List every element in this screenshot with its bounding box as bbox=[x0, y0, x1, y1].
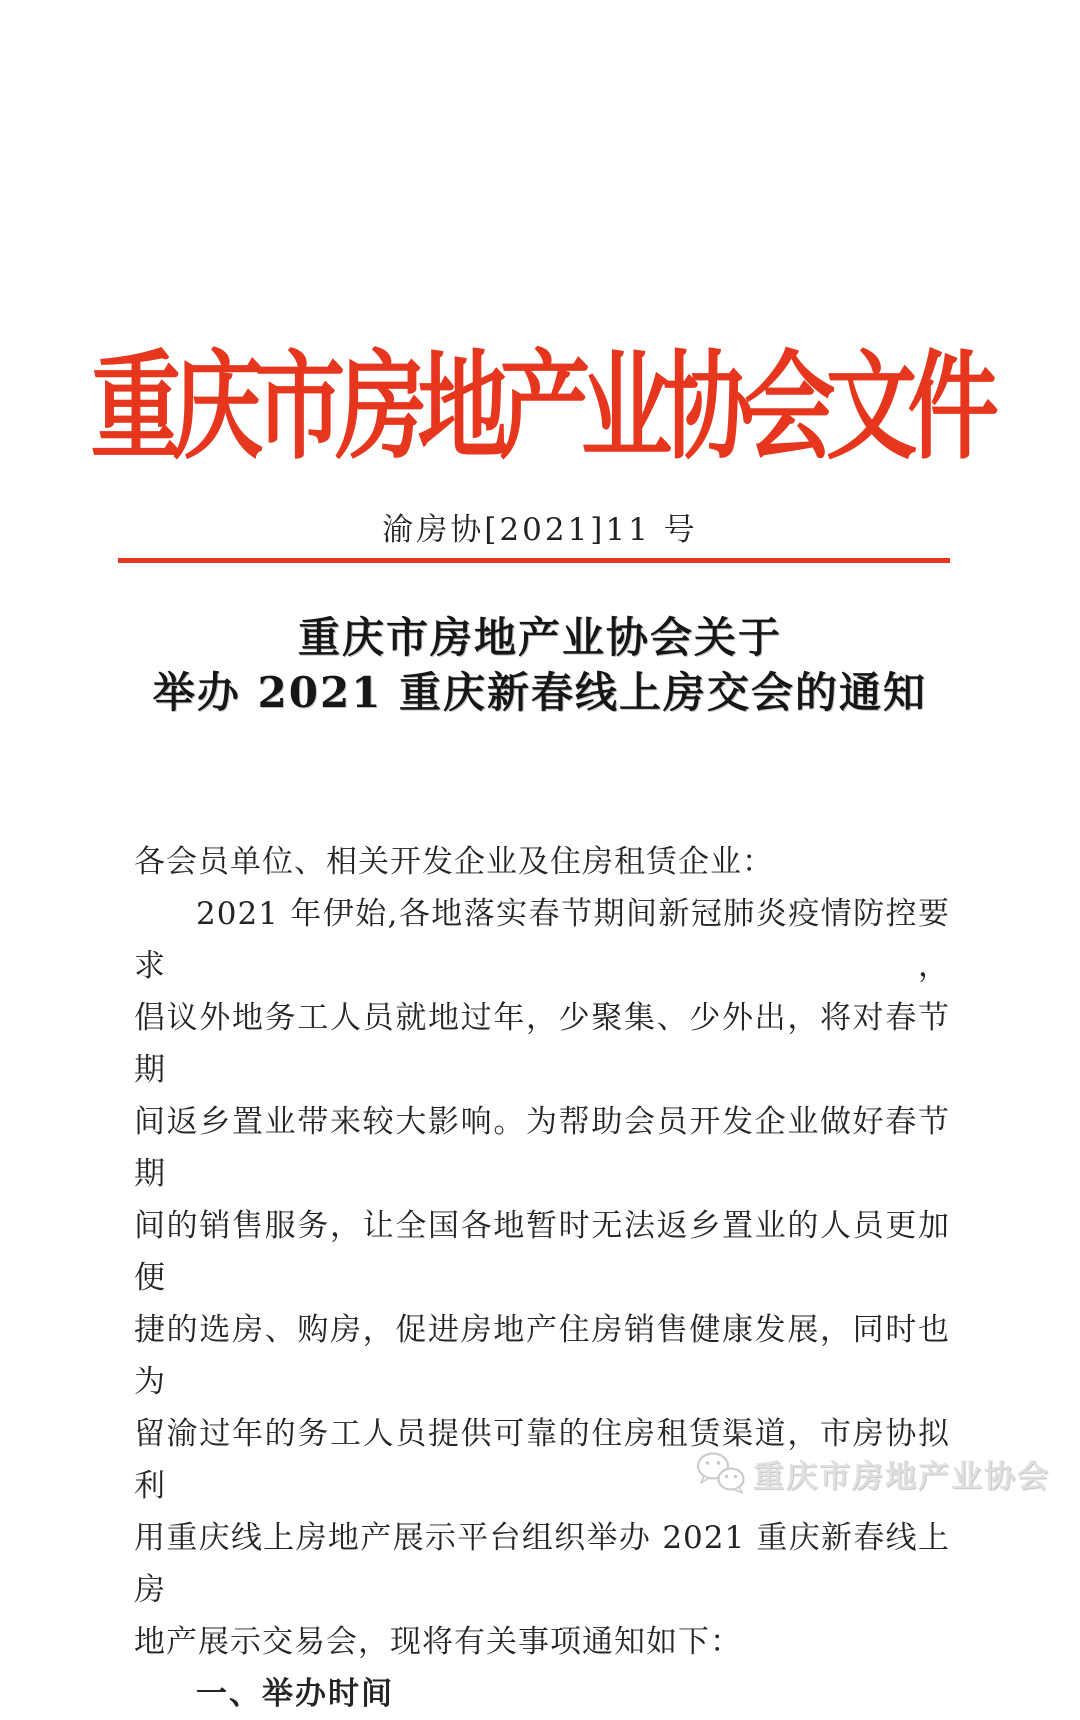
body-line: 用重庆线上房地产展示平台组织举办 2021 重庆新春线上房 bbox=[134, 1520, 950, 1608]
body-line: 间的销售服务，让全国各地暂时无法返乡置业的人员更加便 bbox=[134, 1208, 950, 1296]
watermark-footer bbox=[695, 1450, 1050, 1496]
watermark-account-name: 重庆市房地产业协会 bbox=[753, 1458, 1050, 1495]
document-body bbox=[134, 836, 950, 1720]
red-divider-line bbox=[118, 558, 950, 563]
masthead-title: 重庆市房地产业协会文件 bbox=[90, 337, 990, 476]
body-line: 各会员单位、相关开发企业及住房租赁企业： bbox=[134, 844, 774, 880]
wechat-icon bbox=[695, 1450, 747, 1496]
body-line: 地产展示交易会，现将有关事项通知如下： bbox=[134, 1624, 742, 1660]
body-line: 留渝过年的务工人员提供可靠的住房租赁渠道，市房协拟利 bbox=[134, 1416, 950, 1504]
body-line: 倡议外地务工人员就地过年，少聚集、少外出，将对春节期 bbox=[134, 1000, 950, 1088]
body-line: 一、举办时间 bbox=[196, 1676, 394, 1712]
document-title-line2: 举办 2021 重庆新春线上房交会的通知 bbox=[152, 668, 928, 717]
body-line: 间返乡置业带来较大影响。为帮助会员开发企业做好春节期 bbox=[134, 1104, 950, 1192]
document-title-line1: 重庆市房地产业协会关于 bbox=[297, 613, 782, 662]
body-line: 捷的选房、购房，促进房地产住房销售健康发展，同时也为 bbox=[134, 1312, 950, 1400]
doc-number: 渝房协[2021]11 号 bbox=[382, 512, 698, 548]
body-line: 2021 年伊始,各地落实春节期间新冠肺炎疫情防控要求， bbox=[134, 896, 950, 984]
document-title bbox=[0, 610, 1080, 720]
